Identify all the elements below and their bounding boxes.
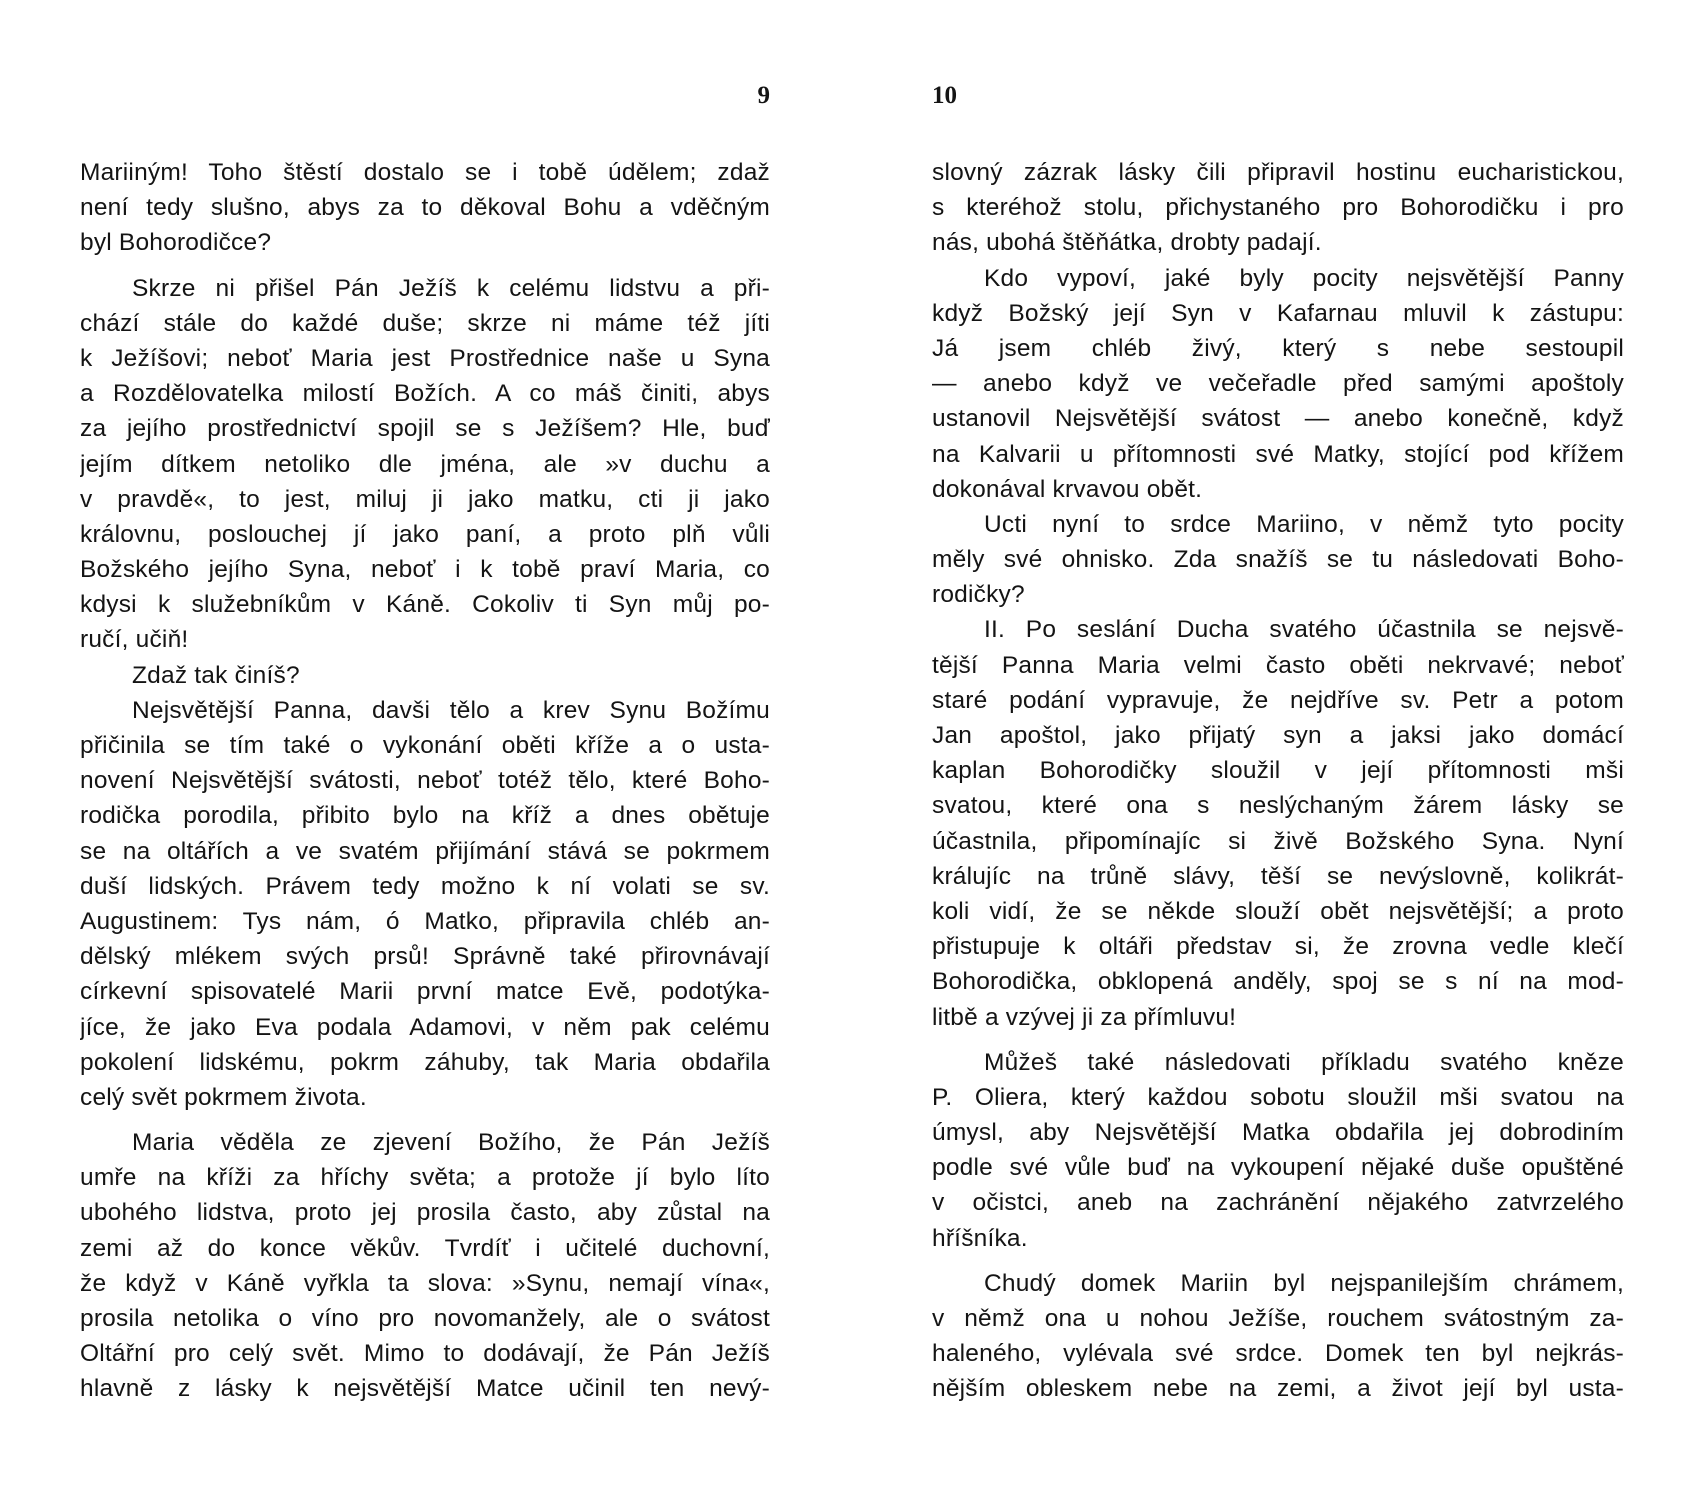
text-line: umře na kříži za hříchy světa; a protože jí bylo líto bbox=[80, 1164, 770, 1192]
text-line: chází stále do každé duše; skrze ni máme též jíti bbox=[80, 309, 770, 337]
text-line: nás, ubohá štěňátka, drobty padají. bbox=[932, 229, 1322, 257]
page-body bbox=[80, 155, 770, 1407]
text-line: se na oltářích a ve svatém přijímání stává se pokrmem bbox=[80, 837, 770, 865]
text-line: Maria věděla ze zjevení Božího, že Pán Ježíš bbox=[132, 1129, 770, 1157]
text-line: rodička porodila, přibito bylo na kříž a dnes obětuje bbox=[80, 802, 770, 830]
text-line: Chudý domek Mariin byl nejspanilejším chrámem, bbox=[984, 1269, 1624, 1297]
text-line: přičinila se tím také o vykonání oběti kříže a o usta- bbox=[80, 732, 770, 759]
text-line: v pravdě«, to jest, miluj ji jako matku, cti ji jako bbox=[80, 485, 770, 513]
text-line: P. Oliera, který každou sobotu sloužil mši svatou na bbox=[932, 1083, 1624, 1111]
text-line: když Božský její Syn v Kafarnau mluvil k zástupu: bbox=[932, 299, 1624, 327]
text-line: hlavně z lásky k nejsvětější Matce učinil ten nevý- bbox=[80, 1375, 770, 1403]
text-line: svatou, které ona s neslýchaným žárem lásky se bbox=[932, 792, 1624, 820]
page-number: 10 bbox=[932, 82, 957, 109]
text-line: jejím dítkem netoliko dle jména, ale »v duchu a bbox=[80, 450, 770, 478]
text-line: podle své vůle buď na vykoupení nějaké duše opuštěné bbox=[932, 1154, 1624, 1182]
text-line: nějším obleskem nebe na zemi, a život její byl usta- bbox=[932, 1375, 1624, 1403]
text-line: Zdaž tak činíš? bbox=[132, 661, 300, 689]
text-line: Nejsvětější Panna, davši tělo a krev Synu Božímu bbox=[132, 696, 770, 724]
text-line: k Ježíšovi; neboť Maria jest Prostřednice naše u Syna bbox=[80, 344, 770, 372]
text-line: zemi až do konce věkův. Tvrdíť i učitelé duchovní, bbox=[80, 1234, 770, 1262]
text-line: prosila netolika o víno pro novomanžely, ale o svátost bbox=[80, 1305, 770, 1332]
text-line: ustanovil Nejsvětější svátost — anebo konečně, když bbox=[932, 405, 1624, 433]
text-line: králujíc na trůně slávy, těší se nevýslovně, kolikrát- bbox=[932, 862, 1624, 890]
text-line: Kdo vypoví, jaké byly pocity nejsvětější Panny bbox=[984, 264, 1624, 292]
text-line: dokonával krvavou obět. bbox=[932, 475, 1203, 503]
text-line: ručí, učiň! bbox=[80, 626, 189, 654]
page-body bbox=[932, 155, 1624, 1407]
text-line: není tedy slušno, abys za to děkoval Bohu a vděčným bbox=[80, 194, 770, 222]
text-line: Já jsem chléb živý, který s nebe sestoupil bbox=[932, 334, 1624, 362]
text-line: za jejího prostřednictví spojil se s Ježíšem? Hle, buď bbox=[80, 415, 770, 443]
text-line: byl Bohorodičce? bbox=[80, 229, 272, 257]
text-line: že když v Káně vyřkla ta slova: »Synu, nemají vína«, bbox=[80, 1269, 770, 1297]
text-line: a Rozdělovatelka milostí Božích. A co máš činiti, abys bbox=[80, 380, 770, 408]
text-line: jíce, že jako Eva podala Adamovi, v něm pak celému bbox=[80, 1013, 770, 1041]
text-line: Bohorodička, obklopená anděly, spoj se s ní na mod- bbox=[932, 968, 1624, 996]
text-line: — anebo když ve večeřadle před samými apoštoly bbox=[932, 370, 1624, 398]
text-line: Mariiným! Toho štěstí dostalo se i tobě údělem; zdaž bbox=[80, 159, 770, 186]
text-line: koli vidí, že se někde slouží obět nejsvětější; a proto bbox=[932, 897, 1624, 925]
text-line: rodičky? bbox=[932, 581, 1025, 609]
page-number: 9 bbox=[757, 82, 770, 109]
text-line: pokolení lidskému, pokrm záhuby, tak Maria obdařila bbox=[80, 1048, 770, 1076]
text-line: kdysi k služebníkům v Káně. Cokoliv ti Syn můj po- bbox=[80, 591, 770, 619]
text-line: Oltářní pro celý svět. Mimo to dodávají, že Pán Ježíš bbox=[80, 1340, 770, 1368]
text-line: tější Panna Maria velmi často oběti nekrvavé; neboť bbox=[932, 651, 1624, 679]
text-line: královnu, poslouchej jí jako paní, a proto plň vůli bbox=[80, 520, 770, 548]
text-line: ubohého lidstva, proto jej prosila často, aby zůstal na bbox=[80, 1199, 770, 1227]
text-line: Můžeš také následovati příkladu svatého kněze bbox=[984, 1048, 1624, 1076]
text-line: litbě a vzývej ji za přímluvu! bbox=[932, 1003, 1237, 1031]
text-line: Augustinem: Tys nám, ó Matko, připravila chléb an- bbox=[80, 907, 770, 935]
text-line: Božského jejího Syna, neboť i k tobě praví Maria, co bbox=[80, 556, 770, 584]
text-line: na Kalvarii u přítomnosti své Matky, stojící pod křížem bbox=[932, 440, 1624, 468]
text-line: církevní spisovatelé Marii první matce Evě, podotýka- bbox=[80, 978, 770, 1006]
text-line: s kteréhož stolu, přichystaného pro Bohorodičku i pro bbox=[932, 194, 1624, 222]
text-line: přistupuje k oltáři představ si, že zrovna vedle klečí bbox=[932, 933, 1624, 961]
text-line: duší lidských. Právem tedy možno k ní volati se sv. bbox=[80, 872, 770, 900]
text-line: v němž ona u nohou Ježíše, rouchem svátostným za- bbox=[932, 1305, 1624, 1332]
text-line: měly své ohnisko. Zda snažíš se tu následovati Boho- bbox=[932, 546, 1624, 574]
text-line: kaplan Bohorodičky sloužil v její přítomnosti mši bbox=[932, 757, 1624, 785]
text-line: haleného, vylévala své srdce. Domek ten byl nejkrás- bbox=[932, 1340, 1624, 1368]
text-line: v očistci, aneb na zachránění nějakého zatvrzelého bbox=[932, 1189, 1624, 1217]
text-line: staré podání vypravuje, že nejdříve sv. Petr a potom bbox=[932, 686, 1624, 714]
text-line: Skrze ni přišel Pán Ježíš k celému lidstvu a při- bbox=[132, 274, 770, 302]
text-line: slovný zázrak lásky čili připravil hostinu eucharistickou, bbox=[932, 159, 1624, 186]
text-line: účastnila, připomínajíc si živě Božského Syna. Nyní bbox=[932, 827, 1624, 855]
text-line: celý svět pokrmem života. bbox=[80, 1083, 367, 1111]
text-line: Jan apoštol, jako přijatý syn a jaksi jako domácí bbox=[932, 722, 1624, 749]
text-line: Ucti nyní to srdce Mariino, v němž tyto pocity bbox=[984, 510, 1624, 538]
text-line: novení Nejsvětější svátosti, neboť totéž tělo, které Boho- bbox=[80, 767, 770, 795]
text-line: dělský mlékem svých prsů! Správně také přirovnávají bbox=[80, 943, 770, 971]
text-line: hříšníka. bbox=[932, 1224, 1028, 1252]
text-line: II. Po seslání Ducha svatého účastnila se nejsvě- bbox=[984, 616, 1624, 644]
text-line: úmysl, aby Nejsvětější Matka obdařila jej dobrodiním bbox=[932, 1119, 1624, 1147]
